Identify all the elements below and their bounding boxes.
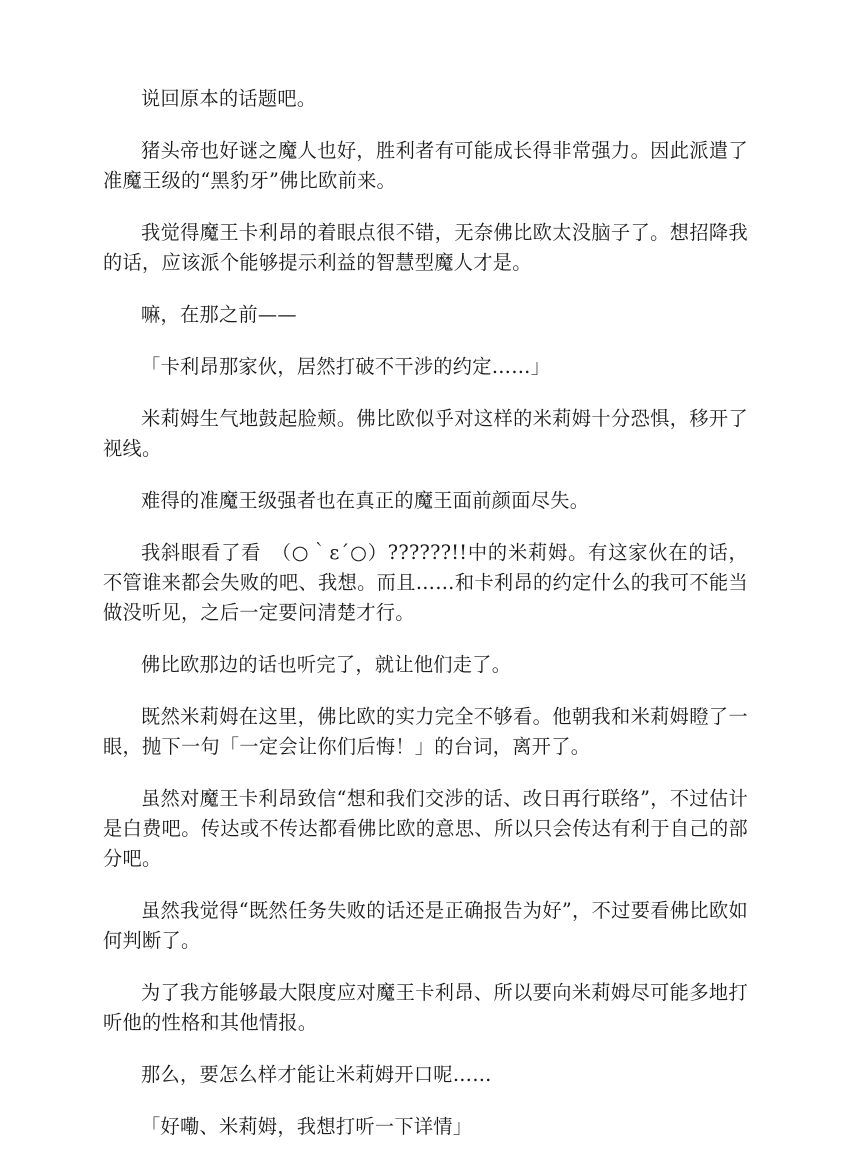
paragraph: 嘛，在那之前——: [141, 303, 297, 326]
paragraph: 猪头帝也好谜之魔人也好，胜利者有可能成长得非常强力。因此派遣了准魔王级的“黑豹牙”佛比欧前来。: [103, 139, 748, 192]
paragraph: 那么，要怎么样才能让米莉姆开口呢……: [141, 1063, 492, 1086]
paragraph: 米莉姆生气地鼓起脸颊。佛比欧似乎对这样的米莉姆十分恐惧，移开了视线。: [103, 407, 748, 460]
paragraph: 为了我方能够最大限度应对魔王卡利昂、所以要向米莉姆尽可能多地打听他的性格和其他情报。: [103, 981, 748, 1034]
paragraph: 「卡利昂那家伙，居然打破不干涉的约定……」: [141, 355, 551, 378]
paragraph: 说回原本的话题吧。: [141, 87, 317, 110]
paragraph: 我斜眼看了看 （○｀ε´○）??????!!中的米莉姆。有这家伙在的话，不管谁来都会失败的吧、我想。而且……和卡利昂的约定什么的我可不能当做没听见，之后一定要问清楚才行。: [103, 541, 748, 624]
paragraph: 既然米莉姆在这里，佛比欧的实力完全不够看。他朝我和米莉姆瞪了一眼，抛下一句「一定会让你们后悔！」的台词，离开了。: [103, 705, 748, 758]
paragraph: 虽然我觉得“既然任务失败的话还是正确报告为好”，不过要看佛比欧如何判断了。: [103, 899, 748, 952]
paragraph: 难得的准魔王级强者也在真正的魔王面前颜面尽失。: [141, 489, 590, 512]
paragraph: 「好嘞、米莉姆，我想打听一下详情」: [141, 1115, 473, 1138]
paragraph: 我觉得魔王卡利昂的着眼点很不错，无奈佛比欧太没脑子了。想招降我的话，应该派个能够提示利益的智慧型魔人才是。: [103, 221, 748, 274]
paragraph: 佛比欧那边的话也听完了，就让他们走了。: [141, 653, 512, 676]
text-body: [103, 84, 748, 1164]
paragraph: 虽然对魔王卡利昂致信“想和我们交涉的话、改日再行联络”，不过估计是白费吧。传达或不传达都看佛比欧的意思、所以只会传达有利于自己的部分吧。: [103, 787, 748, 870]
